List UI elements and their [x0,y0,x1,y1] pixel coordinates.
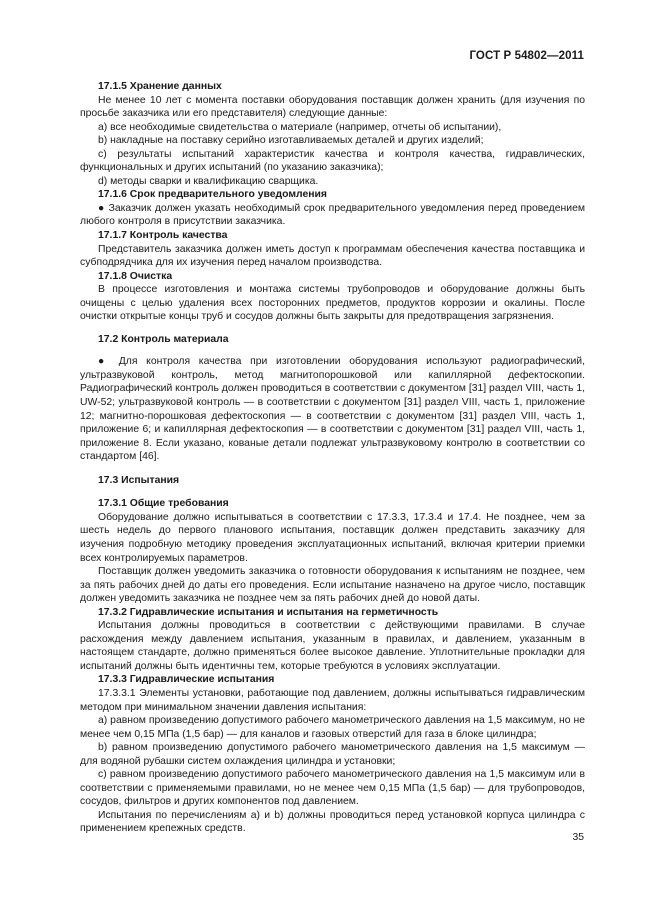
list-item-d: d) методы сварки и квалификацию сварщика. [98,175,319,187]
document-body [80,80,585,836]
list-item-a: a) все необходимые свидетельства о материале (например, отчеты об испытании), [98,121,502,133]
list-item-b: b) накладные на поставку серийно изготавливаемых деталей и других изделий; [98,135,484,147]
section-17-1-6-text: ● Заказчик должен указать необходимый срок предварительного уведомления перед проведением любого контроля в присутствии заказчика. [80,202,585,228]
section-17-3-1-paragraph-2: Поставщик должен уведомить заказчика о готовности оборудования к испытаниям не позднее, чем за пять рабочих дней до даты его проведения. Если испытание назначено на другое число, поставщик должен уведомить заказчика не позднее чем за пять рабочих дней до новой даты. [80,566,585,605]
document-header: ГОСТ Р 54802—2011 [469,50,584,62]
list-item-a: a) равном произведению допустимого рабочего манометрического давления на 1,5 максимум, но не менее чем 0,15 МПа (1,5 бар) — для каналов и газовых отверстий для газа в блоке цилиндра; [80,715,585,740]
section-17-1-5-heading: 17.1.5 Хранение данных [98,81,222,92]
section-17-3-2-text: Испытания должны проводиться в соответствии с действующими правилами. В случае расхождения между давлением испытания, указанным в правилах, и давлением, указанным в настоящем стандарте, должно применяться более высокое давление. Уплотнительные прокладки для испытаний должны быть идентичны тем, которые требуются в условиях эксплуатации. [80,620,585,672]
section-17-3-1-heading: 17.3.1 Общие требования [98,498,229,510]
section-17-3-3-heading: 17.3.3 Гидравлические испытания [98,674,275,686]
section-17-1-8-heading: 17.1.8 Очистка [98,270,173,282]
section-17-1-8-text: В процессе изготовления и монтажа системы трубопроводов и оборудование должны быть очищены с целью удаления всех посторонних предметов, продуктов коррозии и окалины. После очистки открытые концы труб и сосудов должны быть закрыты для предотвращения загрязнения. [80,284,585,323]
section-17-3-heading: 17.3 Испытания [98,474,180,486]
section-17-3-2-heading: 17.3.2 Гидравлические испытания и испытания на герметичность [98,606,439,618]
page-number: 35 [572,832,584,843]
section-17-1-7-text: Представитель заказчика должен иметь доступ к программам обеспечения качества поставщика и субподрядчика для их изучения перед началом производства. [80,243,585,269]
section-17-3-3-closing-text: Испытания по перечислениям a) и b) должны проводиться перед установкой корпуса цилиндра с применением крепежных средств. [80,809,585,835]
section-17-3-1-paragraph-1: Оборудование должно испытываться в соответствии с 17.3.3, 17.3.4 и 17.4. Не позднее, чем за шесть недель до первого планового испытания, поставщик должен представить заказчику для изучения подробную методику проведения эксплуатационных испытаний, включая критерии приемки всех контролируемых параметров. [80,511,585,564]
section-17-2-text: ● Для контроля качества при изготовлении оборудования используют радиографический, ультразвуковой контроль, метод магнитопорошковой или капиллярной дефектоскопии. Радиографический контроль должен проводиться в соответствии с документом [31] раздел VIII, часть 1, UW-52; ультразвуковой контроль — в соответствии с документом [31] раздел VIII, часть 1, приложение 12; магнитно-порошковая дефектоскопия — в соответствии с документом [31] раздел VIII, часть 1, приложение 6; и капиллярная дефектоскопия — в соответствии с документом [31] раздел VIII, часть 1, приложение 8. Если указано, кованые детали подлежат ультразвуковому контролю в соответствии со стандартом [46]. [80,356,585,463]
list-item-c: c) результаты испытаний характеристик качества и контроля качества, гидравлических, функциональных и других испытаний (по указанию заказчика); [80,148,585,174]
list-item-b: b) равном произведению допустимого рабочего манометрического давления на 1,5 максимум — для водяной рубашки систем охлаждения цилиндра и установки; [80,742,585,767]
section-17-1-6-heading: 17.1.6 Срок предварительного уведомления [98,189,327,201]
section-17-1-7-heading: 17.1.7 Контроль качества [98,230,228,242]
section-17-1-5-intro: Не менее 10 лет с момента поставки оборудования поставщик должен хранить (для изучения по просьбе заказчика или его представителя) следующие данные: [80,94,585,120]
list-item-c: c) равном произведению допустимого рабочего манометрического давления на 1,5 максимум или в соответствии с применяемыми правилами, но не менее чем 0,15 МПа (1,5 бар) — для трубопроводов, сосудов, фильтров и других компонентов под давлением. [80,769,585,808]
section-17-2-heading: 17.2 Контроль материала [98,333,229,345]
section-17-3-3-1-text: 17.3.3.1 Элементы установки, работающие под давлением, должны испытываться гидравлическим методом при минимальном значении давления испытания: [80,687,585,713]
